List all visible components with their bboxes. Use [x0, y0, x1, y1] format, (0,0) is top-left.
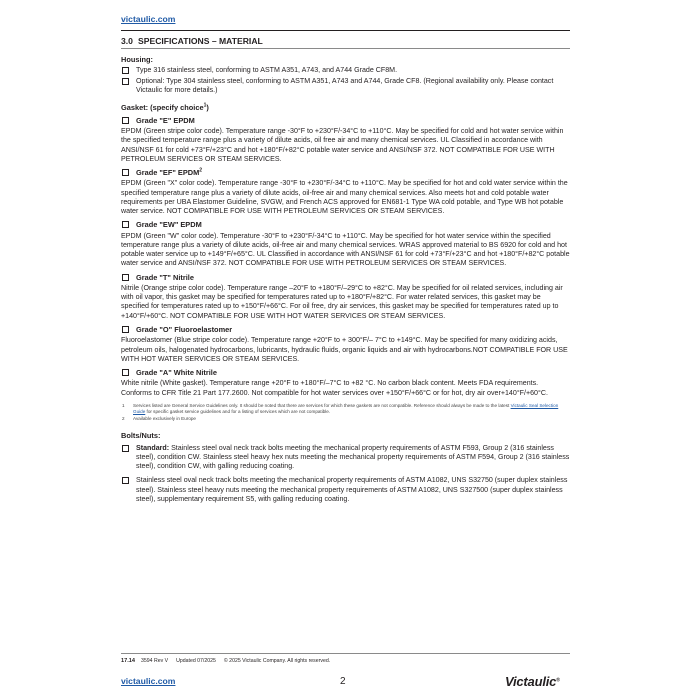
header-site-link[interactable]: victaulic.com [121, 14, 176, 24]
grade-ew-checkbox[interactable] [122, 221, 129, 228]
gasket-grade-a [121, 368, 570, 378]
footnote-1-mark: 1 [122, 402, 125, 408]
housing-option-304 [121, 77, 570, 95]
grade-o-checkbox[interactable] [122, 326, 129, 333]
seal-selection-guide-link[interactable]: Victaulic Seal Selection Guide [133, 402, 559, 414]
bolts-duplex-text: Stainless steel oval neck track bolts meeting the mechanical property requirements of ASTM A1082, UNS S32750 (super duplex stainless steel). Stainless steel heavy nuts meeting the mechanical property requirements of ASTM A1082, UNS S327500 (super duplex stainless steel), supplementary requirement S5, with galling reducing coating. [136, 476, 568, 503]
header-rule [121, 30, 570, 31]
grade-o-description: Fluoroelastomer (Blue stripe color code). Temperature range +20°F to + 300°F/– 7°C to +149°C. May be specified for many oxidizing acids, petroleum oils, halogenated hydrocarbons, lubricants, hydraulic fluids, organic liquids and air with hydrocarbons.NOT COMPATIBLE FOR USE WITH HOT WATER SERVICES OR STEAM SERVICES. [121, 336, 568, 363]
gasket-grade-e [121, 116, 570, 126]
gasket-label-footnote: 1 [203, 102, 207, 109]
grade-e-checkbox[interactable] [122, 117, 129, 124]
footnote-1-text-pre: Services listed are General Service Guidelines only. It should be noted that there are services for which these gaskets are not compatible. Reference should always be made to the latest [133, 402, 511, 408]
housing-316-checkbox[interactable] [122, 67, 129, 74]
bolts-standard-option [121, 444, 570, 472]
grade-a-name: Grade "A" White Nitrile [136, 367, 217, 377]
footer-updated: Updated 07/2025 [176, 658, 216, 664]
grade-a-description: White nitrile (White gasket). Temperature range +20°F to +180°F/–7°C to +82 °C. No carbon black content. Meets FDA requirements. Conforms to CFR Title 21 Part 177.2600. Not compatible for hot water services over +150°F/+66°C or for hot, dry air over+140°F/+60°C. [121, 379, 548, 397]
footnote-1 [121, 403, 570, 415]
gasket-label-text: Gasket: (specify choice [121, 102, 204, 112]
grade-ef-checkbox[interactable] [122, 169, 129, 176]
bolts-duplex-checkbox[interactable] [122, 477, 129, 484]
victaulic-logo-mark: ® [556, 677, 560, 684]
footer-site-link[interactable]: victaulic.com [121, 676, 176, 686]
victaulic-logo-text: Victaulic [505, 674, 557, 689]
gasket-label [121, 103, 570, 112]
gasket-grade-ew [121, 220, 570, 230]
grade-a-checkbox[interactable] [122, 369, 129, 376]
bolts-duplex-option [121, 476, 570, 504]
housing-option-316 [121, 66, 570, 75]
grade-t-checkbox[interactable] [122, 274, 129, 281]
section-rule [121, 48, 570, 49]
grade-o-name: Grade "O" Fluoroelastomer [136, 324, 233, 334]
housing-304-text: Optional: Type 304 stainless steel, conforming to ASTM A351, A743 and A744, Grade CF8. (Regional availability only. Please contact Victaulic for more details.) [136, 77, 554, 95]
gasket-grade-o [121, 325, 570, 335]
footer-revision: 3594 Rev V [141, 658, 169, 664]
housing-304-checkbox[interactable] [122, 78, 129, 85]
section-title-text: SPECIFICATIONS – MATERIAL [138, 36, 263, 46]
gasket-label-end: ) [206, 102, 209, 112]
gasket-grade-ef [121, 168, 570, 178]
footer-copyright: © 2025 Victaulic Company. All rights reserved. [223, 658, 331, 664]
grade-e-description: EPDM (Green stripe color code). Temperature range -30°F to +230°F/-34°C to +110°C. May be specified for cold and hot water service within the specified temperature range plus a variety of dilute acids, oil free air and many chemical services. UL Classified in accordance with ANSI/NSF 61 for cold +73°F/+23°C and hot +180°F/+82°C potable water service and ANSI/NSF 372. NOT COMPATIBLE FOR USE WITH PETROLEUM SERVICES OR STEAM SERVICES. [121, 127, 564, 163]
page-number: 2 [340, 676, 346, 687]
section-number: 3.0 [121, 36, 133, 46]
footnote-1-text-post: for specific gasket service guidelines and for a listing of services which are not compatible. [145, 408, 331, 414]
footer-rule [121, 653, 570, 654]
grade-t-name: Grade "T" Nitrile [136, 272, 194, 282]
grade-ef-name: Grade "EF" EPDM [136, 167, 200, 177]
bolts-standard-checkbox[interactable] [122, 445, 129, 452]
footer-meta [121, 658, 338, 664]
bolts-label: Bolts/Nuts: [121, 430, 161, 440]
grade-ew-description: EPDM (Green "W" color code). Temperature -30°F to +230°F/-34°C to +110°C. May be specified for hot water service within the specified temperature range plus a variety of dilute acids, oil-free air and many chemical services. WRAS approved material to BS 6920 for cold and hot potable water service up to +149°F/+65°C. UL Classified in accordance with ANSI/NSF 61 for cold +73°F/+23°C and hot +180°F/+82°C potable water service and ANSI/NSF 372. NOT COMPATIBLE FOR USE WITH PETROLEUM SERVICES OR STEAM SERVICES. [121, 231, 570, 268]
footnotes [121, 403, 570, 422]
footnote-2-mark: 2 [122, 415, 125, 421]
footnote-2 [121, 416, 570, 422]
bolts-standard-text: Stainless steel oval neck track bolts meeting the mechanical property requirements of ASTM F593, Group 2 (316 stainless steel), condition CW. Stainless steel heavy hex nuts meeting the mechanical property requirements of ASTM F594, Group 2 (316 stainless steel), condition CW, with galling reducing coating. [136, 443, 570, 471]
footnote-2-text: Available exclusively in Europe [133, 415, 196, 421]
grade-e-name: Grade "E" EPDM [136, 115, 195, 125]
bolts-standard-label: Standard: [136, 443, 170, 452]
grade-ef-description: EPDM (Green "X" color code). Temperature range -30°F to +230°F/-34°C to +110°C. May be specified for hot and cold water service within the specified temperature range plus a variety of dilute acids, oil-free air and many chemical services. Also meets hot and cold potable water requirements per UBA Elastomer Guideline, SVGW, and French ACS approved for EN681-1 Type WA cold potable, and Type WB hot potable water service. NOT COMPATIBLE FOR USE WITH PETROLEUM SERVICES OR STEAM SERVICES. [121, 179, 568, 216]
grade-ew-name: Grade "EW" EPDM [136, 220, 202, 230]
section-title [121, 35, 570, 47]
housing-316-text: Type 316 stainless steel, conforming to ASTM A351, A743, and A744 Grade CF8M. [136, 66, 398, 74]
housing-label: Housing: [121, 55, 154, 64]
grade-t-description: Nitrile (Orange stripe color code). Temperature range –20°F to +180°F/–29°C to +82°C. May be specified for oil related services, including air with oil vapor, this gasket may be specified for temperatures rated up to +180°F/+82°C. For water related services, this gasket may be specified for temperatures rated up to +150°F/+66°C. For oil free, dry air services, this gasket may be specified for temperatures rated up to +140°F/+60°C. NOT COMPATIBLE FOR USE WITH HOT WATER SERVICES OR STEAM SERVICES. [121, 284, 563, 320]
footer-doc-number: 17.14 [121, 658, 135, 664]
grade-ef-footnote: 2 [199, 167, 203, 174]
spec-content [121, 35, 570, 504]
victaulic-logo [505, 674, 560, 689]
gasket-grade-t [121, 273, 570, 283]
